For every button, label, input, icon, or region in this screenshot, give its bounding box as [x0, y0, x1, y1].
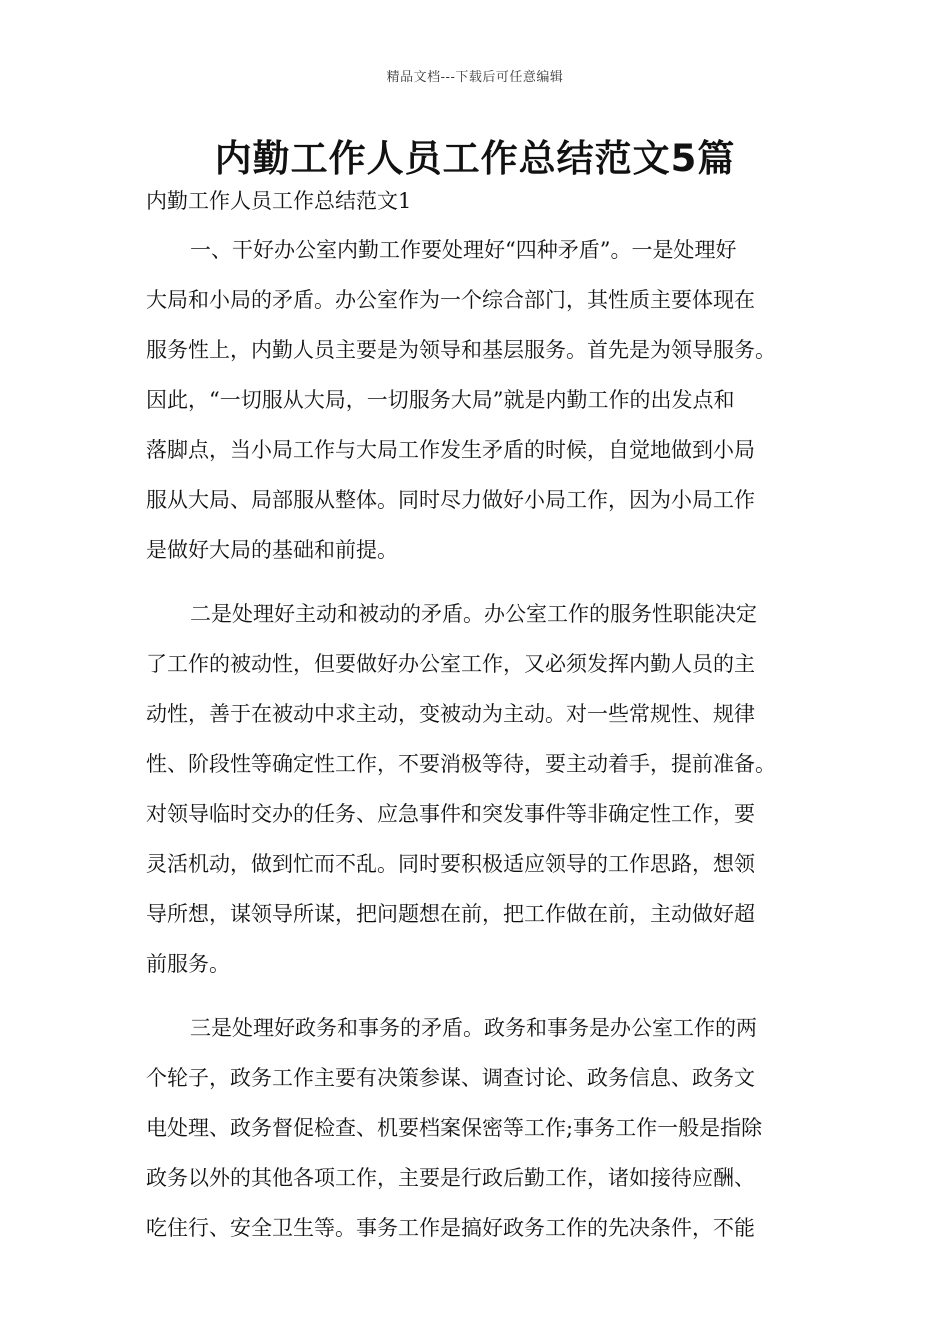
- text-line: 服务性上，内勤人员主要是为领导和基层服务。首先是为领导服务。: [146, 338, 776, 362]
- text-line: 动性，善于在被动中求主动，变被动为主动。对一些常规性、规律: [146, 702, 755, 726]
- text-line: 导所想，谋领导所谋，把问题想在前，把工作做在前，主动做好超: [146, 902, 755, 926]
- text-line: 服从大局、局部服从整体。同时尽力做好小局工作，因为小局工作: [146, 488, 755, 512]
- text-line: 落脚点，当小局工作与大局工作发生矛盾的时候，自觉地做到小局: [146, 438, 755, 462]
- text-line: 灵活机动，做到忙而不乱。同时要积极适应领导的工作思路，想领: [146, 852, 755, 876]
- document-body: [146, 232, 806, 1274]
- text-line: 因此，“一切服从大局，一切服务大局”就是内勤工作的出发点和: [146, 388, 735, 412]
- page-header: 精品文档---下载后可任意编辑: [386, 70, 564, 85]
- paragraph-2: [146, 596, 806, 996]
- text-line: 电处理、政务督促检查、机要档案保密等工作;事务工作一般是指除: [146, 1116, 763, 1140]
- text-line: 了工作的被动性，但要做好办公室工作，又必须发挥内勤人员的主: [146, 652, 755, 676]
- text-line: 是做好大局的基础和前提。: [146, 538, 398, 562]
- paragraph-1: [146, 232, 806, 582]
- text-line: 对领导临时交办的任务、应急事件和突发事件等非确定性工作，要: [146, 802, 755, 826]
- text-line: 吃住行、安全卫生等。事务工作是搞好政务工作的先决条件，不能: [146, 1216, 755, 1240]
- text-line: 个轮子，政务工作主要有决策参谋、调查讨论、政务信息、政务文: [146, 1066, 755, 1090]
- text-line: 二是处理好主动和被动的矛盾。办公室工作的服务性职能决定: [190, 602, 757, 626]
- section-heading: 内勤工作人员工作总结范文1: [146, 189, 412, 213]
- text-line: 政务以外的其他各项工作，主要是行政后勤工作，诸如接待应酬、: [146, 1166, 755, 1190]
- text-line: 性、阶段性等确定性工作，不要消极等待，要主动着手，提前准备。: [146, 752, 776, 776]
- text-line: 前服务。: [146, 952, 230, 976]
- paragraph-3: [146, 1010, 806, 1260]
- text-line: 一、干好办公室内勤工作要处理好“四种矛盾”。一是处理好: [190, 238, 737, 262]
- text-line: 大局和小局的矛盾。办公室作为一个综合部门，其性质主要体现在: [146, 288, 755, 312]
- text-line: 三是处理好政务和事务的矛盾。政务和事务是办公室工作的两: [190, 1016, 757, 1040]
- document-title: 内勤工作人员工作总结范文5篇: [214, 137, 736, 180]
